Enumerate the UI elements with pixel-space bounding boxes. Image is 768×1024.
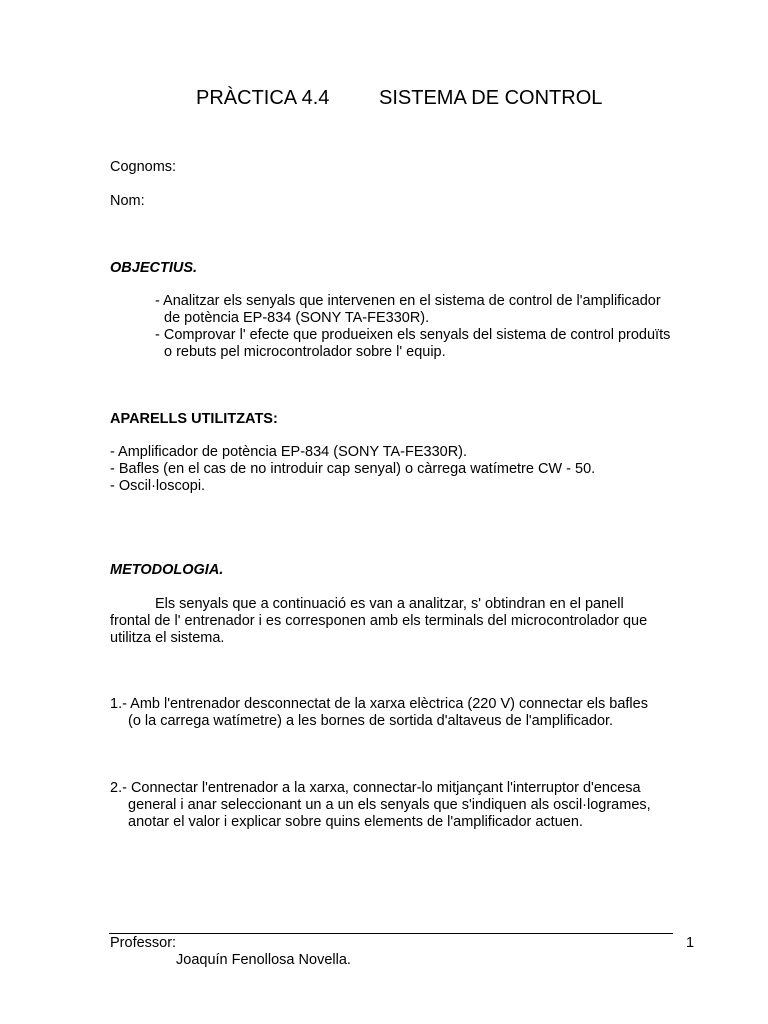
step2-line-2: general i anar seleccionant un a un els senyals que s'indiquen als oscil·logrames, (128, 797, 651, 813)
metodologia-heading: METODOLOGIA. (110, 562, 224, 578)
cognoms-label: Cognoms: (110, 159, 177, 175)
title-practica: PRÀCTICA 4.4 (196, 87, 330, 109)
aparells-item-1: - Amplificador de potència EP-834 (SONY TA-FE330R). (110, 444, 468, 460)
step1-line-1: 1.- Amb l'entrenador desconnectat de la xarxa elèctrica (220 V) connectar els bafles (110, 696, 648, 712)
aparells-heading: APARELLS UTILITZATS: (110, 411, 278, 427)
footer-professor-name: Joaquín Fenollosa Novella. (176, 952, 351, 968)
objectius-line-2: de potència EP-834 (SONY TA-FE330R). (164, 310, 430, 326)
page-number: 1 (686, 935, 695, 951)
objectius-line-3: - Comprovar l' efecte que produeixen els senyals del sistema de control produïts (155, 327, 671, 343)
metodologia-line-3: utilitza el sistema. (110, 630, 225, 646)
aparells-item-3: - Oscil·loscopi. (110, 478, 206, 494)
nom-label: Nom: (110, 193, 145, 209)
metodologia-line-2: frontal de l' entrenador i es corresponen amb els terminals del microcontrolador que (110, 613, 648, 629)
footer-rule (109, 933, 673, 934)
step2-line-3: anotar el valor i explicar sobre quins elements de l'amplificador actuen. (128, 814, 583, 830)
aparells-item-2: - Bafles (en el cas de no introduir cap senyal) o càrrega watímetre CW - 50. (110, 461, 596, 477)
title-sistema: SISTEMA DE CONTROL (379, 87, 603, 109)
metodologia-line-1: Els senyals que a continuació es van a analitzar, s' obtindran en el panell (155, 596, 624, 612)
step1-line-2: (o la carrega watímetre) a les bornes de sortida d'altaveus de l'amplificador. (128, 713, 614, 729)
objectius-line-1: - Analitzar els senyals que intervenen en el sistema de control de l'amplificador (155, 293, 661, 309)
objectius-line-4: o rebuts pel microcontrolador sobre l' equip. (164, 344, 446, 360)
step2-line-1: 2.- Connectar l'entrenador a la xarxa, connectar-lo mitjançant l'interruptor d'encesa (110, 780, 641, 796)
objectius-heading: OBJECTIUS. (110, 260, 198, 276)
footer-professor-label: Professor: (110, 935, 177, 951)
